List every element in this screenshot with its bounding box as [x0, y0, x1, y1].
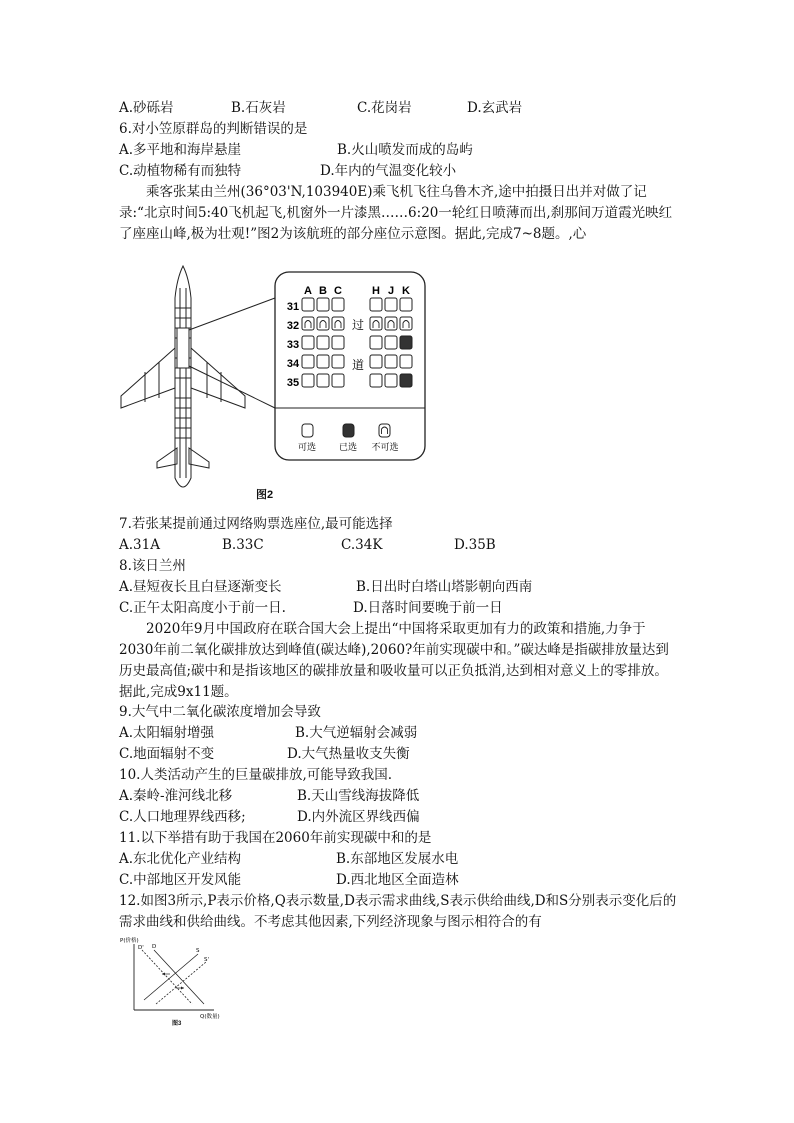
figure-3-y-label: P(价格): [120, 938, 139, 944]
q6-option-d: D.年内的气温变化较小: [320, 163, 457, 179]
q9-option-c: C.地面辐射不变: [119, 746, 215, 762]
figure-3-caption: 图3: [172, 1021, 182, 1027]
row-31-label: 31: [286, 301, 300, 313]
curve-label-s-prime: S': [204, 957, 210, 963]
row-34-label: 34: [286, 358, 300, 370]
seat: [400, 317, 412, 330]
legend-unavailable-icon: [379, 424, 390, 437]
seat: [370, 336, 382, 349]
seat: [370, 317, 382, 330]
q7-option-c: C.34K: [341, 537, 383, 553]
figure-3-supply-demand: [118, 934, 228, 1026]
column-b-label: B: [319, 285, 327, 297]
seat: [400, 355, 412, 368]
seat: [400, 298, 412, 311]
seat: [317, 355, 329, 368]
q11-stem: 11.以下举措有助于我国在2060年前实现碳中和的是: [119, 830, 432, 846]
curve-label-d: D: [152, 944, 157, 950]
seat: [302, 298, 314, 311]
seat: [332, 374, 344, 387]
figure-3-x-label: Q(数量): [200, 1014, 220, 1020]
q11-option-b: B.东部地区发展水电: [336, 851, 459, 867]
q10-option-c: C.人口地理界线西移;: [119, 809, 246, 825]
legend-available-label: 可选: [297, 443, 317, 453]
q9-stem: 9.大气中二氧化碳浓度增加会导致: [119, 704, 321, 720]
q8-option-c: C.正午太阳高度小于前一日.: [119, 600, 286, 616]
q6-stem: 6.对小笠原群岛的判断错误的是: [119, 121, 308, 137]
row-35-label: 35: [286, 377, 300, 389]
legend-unavailable-label: 不可选: [371, 443, 399, 453]
curve-d-prime: [142, 950, 192, 1004]
seat: [385, 355, 397, 368]
column-a-label: A: [304, 285, 312, 297]
q7-option-d: D.35B: [454, 537, 496, 553]
seat: [332, 298, 344, 311]
seat: [385, 336, 397, 349]
q8-option-d: D.日落时间要晚于前一日: [353, 600, 503, 616]
passage-flight: 乘客张某由兰州(36°03'N,103940E)乘飞机飞往乌鲁木齐,途中拍摄日出并对做了记录:“北京时间5:40飞机起飞,机窗外一片漆黑……6:20一轮红日喷薄而出,刹那间万道霞光映红了座座山峰,极为壮观!”图2为该航班的部分座位示意图。据此,完成7~8题。,心: [119, 184, 673, 242]
seat: [385, 298, 397, 311]
q8-option-a: A.昼短夜长且白昼逐渐变长: [119, 579, 282, 595]
q10-stem: 10.人类活动产生的巨量碳排放,可能导致我国.: [119, 767, 393, 783]
q7-stem: 7.若张某提前通过网络购票选座位,最可能选择: [119, 516, 393, 532]
row-32-label: 32: [286, 320, 300, 332]
seat: [385, 374, 397, 387]
seat: [317, 298, 329, 311]
q11-option-c: C.中部地区开发风能: [119, 872, 242, 888]
q8-stem: 8.该日兰州: [119, 558, 186, 574]
q7-option-b: B.33C: [222, 537, 264, 553]
seat: [370, 374, 382, 387]
seat: [302, 336, 314, 349]
q11-option-d: D.西北地区全面造林: [336, 872, 459, 888]
q5-option-c: C.花岗岩: [357, 100, 412, 116]
aisle-label-dao: 道: [351, 358, 365, 372]
seat: [317, 374, 329, 387]
seat: [332, 317, 344, 330]
figure-2-caption: 图2: [256, 489, 274, 501]
row-33-label: 33: [286, 339, 300, 351]
q10-option-d: D.内外流区界线西偏: [297, 809, 420, 825]
seat: [302, 374, 314, 387]
seat: [370, 298, 382, 311]
q6-option-a: A.多平地和海岸悬崖: [119, 142, 242, 158]
seat: [332, 336, 344, 349]
seat: [400, 374, 412, 387]
curve-label-d-prime: D': [138, 945, 144, 951]
aisle-label-guo: 过: [351, 318, 365, 332]
seat: [385, 317, 397, 330]
airplane-icon: [121, 266, 245, 487]
q8-option-b: B.日出时白塔山塔影朝向西南: [356, 579, 533, 595]
seat: [317, 336, 329, 349]
q5-option-d: D.玄武岩: [467, 100, 523, 116]
seat: [332, 355, 344, 368]
seat: [317, 317, 329, 330]
q5-option-b: B.石灰岩: [231, 100, 286, 116]
seat: [302, 355, 314, 368]
q9-option-d: D.大气热量收支失衡: [287, 746, 410, 762]
legend-selected-icon: [343, 424, 354, 437]
column-k-label: K: [402, 285, 410, 297]
legend-available-icon: [302, 424, 313, 437]
figure-2-seat-map: [115, 258, 445, 508]
seat: [302, 317, 314, 330]
q6-option-b: B.火山喷发而成的岛屿: [337, 142, 473, 158]
column-j-label: J: [387, 285, 395, 297]
q12-stem: 12.如图3所示,P表示价格,Q表示数量,D表示需求曲线,S表示供给曲线,D和S分别表示变化后的需求曲线和供给曲线。不考虑其他因素,下列经济现象与图示相符合的有: [119, 893, 677, 930]
q10-option-a: A.秦岭-淮河线北移: [119, 788, 233, 804]
q9-option-b: B.大气逆辐射会减弱: [295, 725, 418, 741]
q11-option-a: A.东北优化产业结构: [119, 851, 242, 867]
seat: [370, 355, 382, 368]
column-h-label: H: [372, 285, 380, 297]
seat: [400, 336, 412, 349]
q6-option-c: C.动植物稀有而独特: [119, 163, 242, 179]
q10-option-b: B.天山雪线海拔降低: [297, 788, 420, 804]
curve-d: [154, 950, 204, 1004]
curve-label-s: S: [196, 948, 200, 954]
legend-selected-label: 已选: [338, 443, 358, 453]
q7-option-a: A.31A: [119, 537, 160, 553]
passage-carbon: 2020年9月中国政府在联合国大会上提出“中国将采取更加有力的政策和措施,力争于2030年前二氧化碳排放达到峰值(碳达峰),2060?年前实现碳中和。”碳达峰是指碳排放量达到历史最高值;碳中和是指该地区的碳排放量和吸收量可以正负抵消,达到相对意义上的零排放。据此,完成9x11题。: [119, 621, 669, 700]
column-c-label: C: [334, 285, 342, 297]
q5-option-a: A.砂砾岩: [119, 100, 174, 116]
q9-option-a: A.太阳辐射增强: [119, 725, 215, 741]
